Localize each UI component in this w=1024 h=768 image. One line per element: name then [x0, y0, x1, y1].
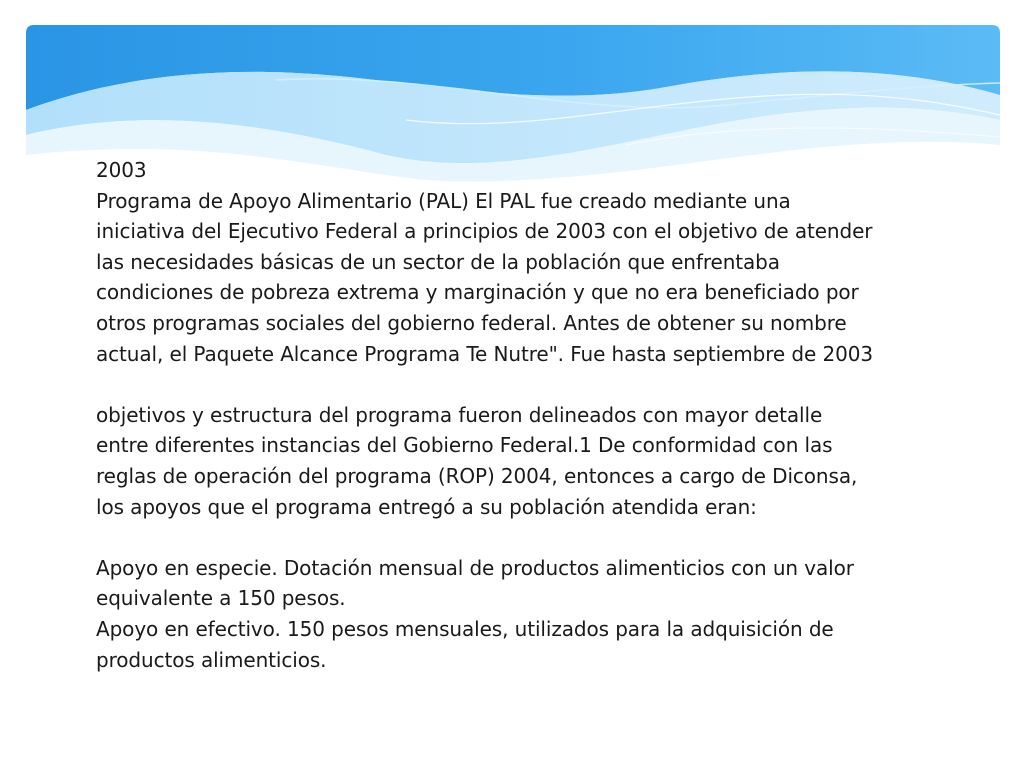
text-line: los apoyos que el programa entregó a su población atendida eran: [96, 494, 757, 519]
text-line: Apoyo en efectivo. 150 pesos mensuales, utilizados para la adquisición de [96, 616, 834, 641]
text-line: Programa de Apoyo Alimentario (PAL) El PAL fue creado mediante una [96, 188, 791, 213]
text-line: 2003 [96, 158, 147, 182]
paragraph-support-types [96, 553, 976, 675]
text-line: objetivos y estructura del programa fueron delineados con mayor detalle [96, 402, 823, 427]
text-line: equivalente a 150 pesos. [96, 586, 346, 611]
text-line: otros programas sociales del gobierno federal. Antes de obtener su nombre [96, 310, 847, 335]
slide-body-text [96, 155, 976, 675]
text-line: condiciones de pobreza extrema y marginación y que no era beneficiado por [96, 280, 859, 305]
text-line: productos alimenticios. [96, 647, 327, 672]
text-line: iniciativa del Ejecutivo Federal a principios de 2003 con el objetivo de atender [96, 219, 873, 244]
text-line: actual, el Paquete Alcance Programa Te Nutre". Fue hasta septiembre de 2003 [96, 341, 873, 366]
text-line: Apoyo en especie. Dotación mensual de productos alimenticios con un valor [96, 555, 854, 580]
text-line: las necesidades básicas de un sector de la población que enfrentaba [96, 249, 780, 274]
text-line: reglas de operación del programa (ROP) 2004, entonces a cargo de Diconsa, [96, 463, 858, 488]
paragraph-program-objectives [96, 400, 976, 522]
paragraph-program-origin [96, 155, 976, 369]
text-line: entre diferentes instancias del Gobierno Federal.1 De conformidad con las [96, 433, 833, 458]
